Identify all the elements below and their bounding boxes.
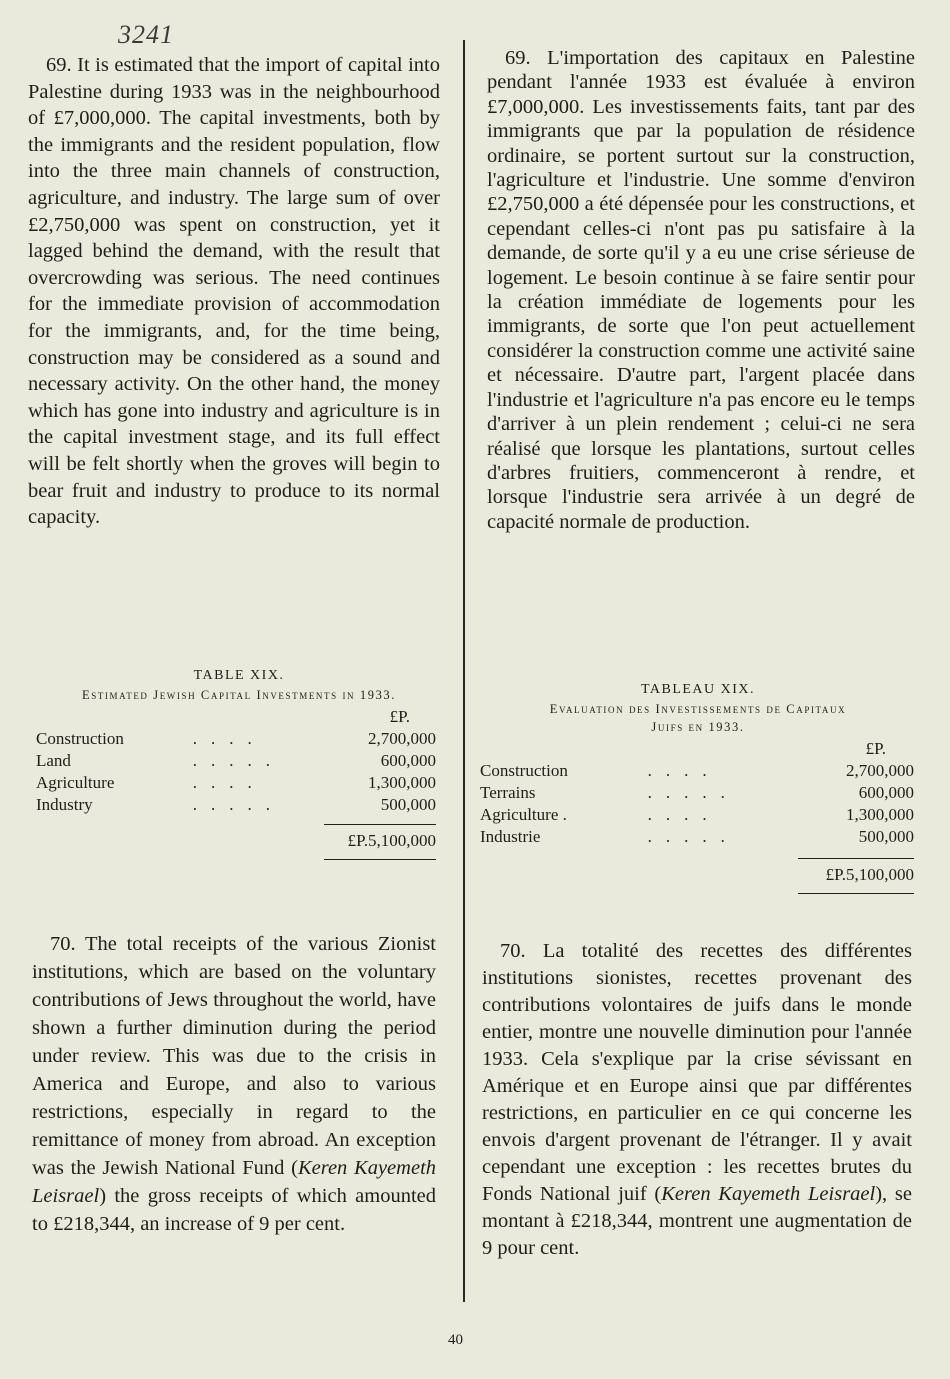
paragraph-italic: Keren Kayemeth Leisrael (32, 1157, 437, 1207)
table-row: Industrie ..... 500,000 (480, 827, 914, 846)
english-column (28, 52, 440, 531)
english-paragraph-70 (32, 930, 436, 1238)
french-paragraph-69 (487, 46, 915, 534)
french-column-lower (482, 938, 912, 1262)
total-underline (798, 893, 914, 894)
row-value: 600,000 (858, 783, 914, 802)
currency-header: £P. (389, 707, 410, 726)
paragraph-number: 69. (46, 54, 72, 76)
column-divider (463, 40, 465, 1302)
paragraph-number: 69. (505, 47, 531, 69)
total-underline (324, 859, 436, 860)
paragraph-text: The total receipts of the various Zionist institutions, which are based on the voluntary contributions of Jews throughout the world, have shown a further diminution during the period under review. This was due to the crisis in America and Europe, and also to various restrictions, especially in regard to the remittance of money from abroad. An exception was the Jewish National Fund ( (32, 933, 436, 1179)
row-value: 1,300,000 (368, 773, 436, 792)
table-total: £P.5,100,000 (825, 865, 914, 884)
currency-row (36, 706, 436, 728)
page-number: 40 (448, 1332, 463, 1348)
row-label: Land (36, 751, 71, 770)
row-label: Agriculture . (480, 805, 567, 824)
table-subtitle-line-2: Juifs en 1933. (651, 720, 745, 734)
paragraph-italic: Keren Kayemeth Leisrael (661, 1183, 876, 1205)
row-label: Industrie (480, 827, 541, 846)
paragraph-number: 70. (500, 940, 526, 962)
total-rule (324, 824, 436, 825)
paragraph-text: It is estimated that the import of capital into Palestine during 1933 was in the neighbourhood of £7,000,000. The capital investments, both by the immigrants and the resident population, flow into the three main channels of construction, agriculture, and industry. The large sum of over £2,750,000 was spent on construction, yet it lagged behind the demand, with the result that overcrowding was serious. The need continues for the immediate provision of accommodation for the immigrants, and, for the time being, construction may be considered as a sound and necessary activity. On the other hand, the money which has gone into industry and agriculture is in the capital investment stage, and its full effect will be felt shortly when the groves will begin to bear fruit and industry to produce to its normal capacity. (28, 54, 440, 529)
paragraph-text: La totalité des recettes des différentes institutions sionistes, recettes provenant des contributions volontaires de juifs dans le monde entier, montre une nouvelle diminution pour l'année 1933. Cela s'explique par la crise sévissant en Amérique et en Europe ainsi que par différentes restrictions, en particulier en ce qui concerne les envois d'argent provenant de l'étranger. Il y avait cependant une exception : les recettes brutes du Fonds National juif ( (482, 940, 912, 1205)
row-label: Terrains (480, 783, 536, 802)
table-title: TABLEAU XIX. (640, 682, 756, 697)
paragraph-text-end: ) the gross receipts of which amounted to £218,344, an increase of 9 per cent. (32, 1185, 436, 1235)
row-value: 500,000 (858, 827, 914, 846)
table-row: Industry ..... 500,000 (36, 795, 436, 814)
paragraph-number: 70. (50, 933, 76, 955)
english-paragraph-69 (28, 52, 440, 531)
table-row: Agriculture .... 1,300,000 (36, 773, 436, 792)
paragraph-text-end: ), se montant à £218,344, montrent une augmentation de 9 pour cent. (482, 1183, 912, 1259)
table-row: Construction .... 2,700,000 (480, 761, 914, 780)
total-rule (798, 858, 914, 859)
table-row: Construction .... 2,700,000 (36, 729, 436, 748)
currency-header: £P. (865, 739, 886, 758)
table-subtitle: Estimated Jewish Capital Investments in 1933. (81, 688, 397, 702)
paragraph-text: L'importation des capitaux en Palestine pendant l'année 1933 est évaluée à environ £7,000,000. Les investissements faits, tant par des immigrants que par la population de résidence ordinaire, se portent surtout sur la construction, l'agriculture et l'industrie. Une somme d'environ £2,750,000 a été dépensée pour les constructions, et cependant celles-ci n'ont pas pu satisfaire à la demande, de sorte qu'il y a eu une crise sérieuse de logement. Le besoin continue à se faire sentir pour la création immédiate de logements pour les immigrants, de sorte que l'on peut actuellement considérer la construction comme une activité saine et nécessaire. D'autre part, l'argent placée dans l'industrie et l'agriculture n'a pas encore eu le temps d'arriver à un plein rendement ; celui-ci ne sera réalisé que lorsque les plantations, surtout celles d'arbres fruitiers, commenceront à rendre, et lorsque l'industrie sera arrivée à un degré de capacité normale de production. (487, 47, 916, 533)
french-table (480, 682, 916, 894)
currency-row (480, 738, 914, 760)
english-column-lower (32, 930, 436, 1238)
row-value: 600,000 (380, 751, 436, 770)
table-row: Terrains ..... 600,000 (480, 783, 914, 802)
investment-table (480, 738, 914, 848)
table-title: TABLE XIX. (193, 668, 285, 683)
table-row: Land ..... 600,000 (36, 751, 436, 770)
row-label: Construction (36, 729, 124, 748)
row-value: 2,700,000 (846, 761, 914, 780)
french-column (487, 46, 915, 534)
row-value: 500,000 (380, 795, 436, 814)
table-row: Agriculture . .... 1,300,000 (480, 805, 914, 824)
handwritten-annotation: 3241 (118, 20, 174, 49)
row-label: Construction (480, 761, 568, 780)
investment-table (36, 706, 436, 816)
row-label: Agriculture (36, 773, 115, 792)
table-total: £P.5,100,000 (347, 831, 436, 850)
english-table (36, 668, 442, 860)
table-subtitle-line-1: Evaluation des Investissements de Capitaux (549, 702, 847, 716)
row-label: Industry (36, 795, 93, 814)
row-value: 1,300,000 (846, 805, 914, 824)
row-value: 2,700,000 (368, 729, 436, 748)
french-paragraph-70 (482, 938, 912, 1262)
